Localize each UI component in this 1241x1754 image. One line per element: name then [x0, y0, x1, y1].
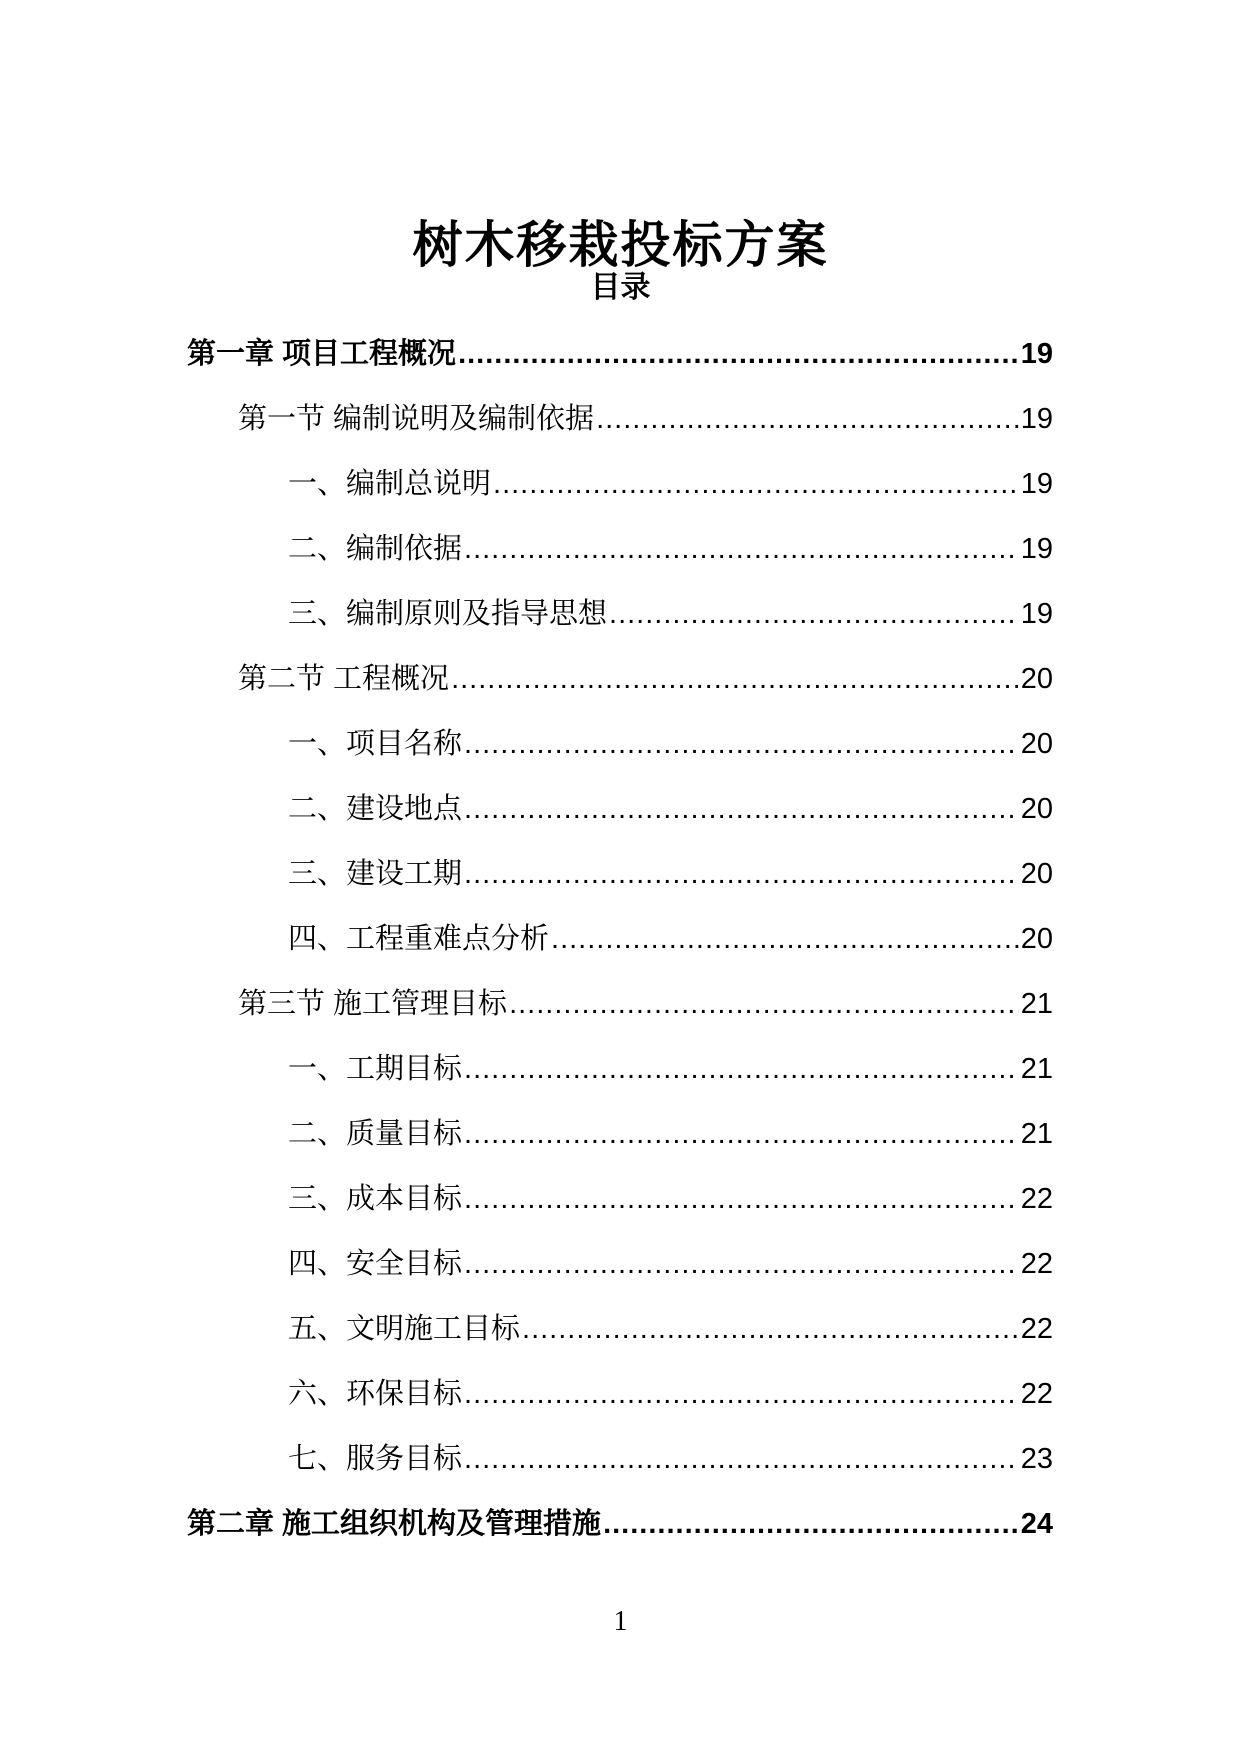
toc-entry-page: 21 [1020, 1118, 1053, 1150]
toc-entry-item[interactable] [187, 1297, 1053, 1362]
toc-leader-dots [493, 452, 1019, 517]
toc-entry-item[interactable] [187, 1167, 1053, 1232]
toc-leader-dots [464, 1232, 1019, 1297]
toc-entry-item[interactable] [187, 777, 1053, 842]
toc-entry-page: 20 [1020, 923, 1053, 955]
toc-leader-dots [464, 1102, 1019, 1167]
toc-entry-text: 第一章 项目工程概况 [187, 338, 457, 370]
toc-entry-page: 24 [1020, 1508, 1053, 1540]
toc-leader-dots [464, 1037, 1019, 1102]
toc-entry-page: 19 [1020, 598, 1053, 630]
toc-entry-page: 22 [1020, 1248, 1053, 1280]
table-of-contents [187, 322, 1053, 1557]
toc-entry-page: 22 [1020, 1183, 1053, 1215]
toc-entry-item[interactable] [187, 907, 1053, 972]
toc-entry-page: 21 [1020, 1053, 1053, 1085]
toc-entry-text: 四、安全目标 [288, 1248, 463, 1280]
toc-leader-dots [551, 907, 1019, 972]
toc-entry-page: 19 [1020, 403, 1053, 435]
toc-entry-chapter-1[interactable] [187, 322, 1053, 387]
toc-entry-text: 一、项目名称 [288, 728, 463, 760]
toc-entry-text: 第三节 施工管理目标 [238, 988, 508, 1020]
toc-entry-text: 一、编制总说明 [288, 468, 492, 500]
toc-leader-dots [464, 842, 1019, 907]
toc-leader-dots [464, 517, 1019, 582]
toc-entry-item[interactable] [187, 1037, 1053, 1102]
toc-entry-chapter-2[interactable] [187, 1492, 1053, 1557]
toc-leader-dots [464, 1427, 1019, 1492]
toc-entry-text: 第二章 施工组织机构及管理措施 [187, 1508, 602, 1540]
toc-heading: 目录 [590, 271, 651, 304]
toc-entry-page: 22 [1020, 1378, 1053, 1410]
toc-entry-text: 三、建设工期 [288, 858, 463, 890]
toc-entry-text: 五、文明施工目标 [288, 1313, 521, 1345]
toc-entry-item[interactable] [187, 517, 1053, 582]
page-number: 1 [613, 1606, 628, 1637]
toc-entry-page: 19 [1020, 468, 1053, 500]
toc-leader-dots [522, 1297, 1019, 1362]
toc-entry-section-1-1[interactable] [187, 387, 1053, 452]
toc-entry-text: 六、环保目标 [288, 1378, 463, 1410]
toc-entry-page: 20 [1020, 858, 1053, 890]
toc-entry-page: 21 [1020, 988, 1053, 1020]
toc-leader-dots [464, 1362, 1019, 1427]
toc-entry-text: 一、工期目标 [288, 1053, 463, 1085]
toc-entry-item[interactable] [187, 1232, 1053, 1297]
toc-leader-dots [609, 582, 1019, 647]
toc-entry-item[interactable] [187, 452, 1053, 517]
toc-entry-page: 19 [1020, 533, 1053, 565]
toc-entry-text: 第一节 编制说明及编制依据 [238, 403, 595, 435]
toc-leader-dots [451, 647, 1019, 712]
toc-entry-text: 二、建设地点 [288, 793, 463, 825]
toc-entry-page: 23 [1020, 1443, 1053, 1475]
toc-entry-item[interactable] [187, 1362, 1053, 1427]
toc-leader-dots [458, 322, 1019, 387]
toc-entry-text: 三、编制原则及指导思想 [288, 598, 608, 630]
toc-entry-text: 四、工程重难点分析 [288, 923, 550, 955]
toc-entry-text: 二、编制依据 [288, 533, 463, 565]
toc-leader-dots [464, 1167, 1019, 1232]
toc-entry-text: 三、成本目标 [288, 1183, 463, 1215]
toc-entry-section-1-3[interactable] [187, 972, 1053, 1037]
toc-entry-page: 20 [1020, 793, 1053, 825]
toc-entry-text: 第二节 工程概况 [238, 663, 450, 695]
toc-leader-dots [464, 777, 1019, 842]
toc-entry-item[interactable] [187, 842, 1053, 907]
toc-entry-section-1-2[interactable] [187, 647, 1053, 712]
toc-entry-page: 20 [1020, 728, 1053, 760]
toc-entry-page: 19 [1020, 338, 1053, 370]
toc-leader-dots [603, 1492, 1019, 1557]
toc-entry-item[interactable] [187, 712, 1053, 777]
toc-entry-item[interactable] [187, 582, 1053, 647]
toc-entry-page: 20 [1020, 663, 1053, 695]
toc-entry-item[interactable] [187, 1427, 1053, 1492]
toc-leader-dots [596, 387, 1019, 452]
toc-entry-item[interactable] [187, 1102, 1053, 1167]
toc-entry-page: 22 [1020, 1313, 1053, 1345]
toc-entry-text: 二、质量目标 [288, 1118, 463, 1150]
toc-leader-dots [509, 972, 1019, 1037]
toc-entry-text: 七、服务目标 [288, 1443, 463, 1475]
document-title: 树木移栽投标方案 [412, 216, 829, 273]
toc-leader-dots [464, 712, 1019, 777]
